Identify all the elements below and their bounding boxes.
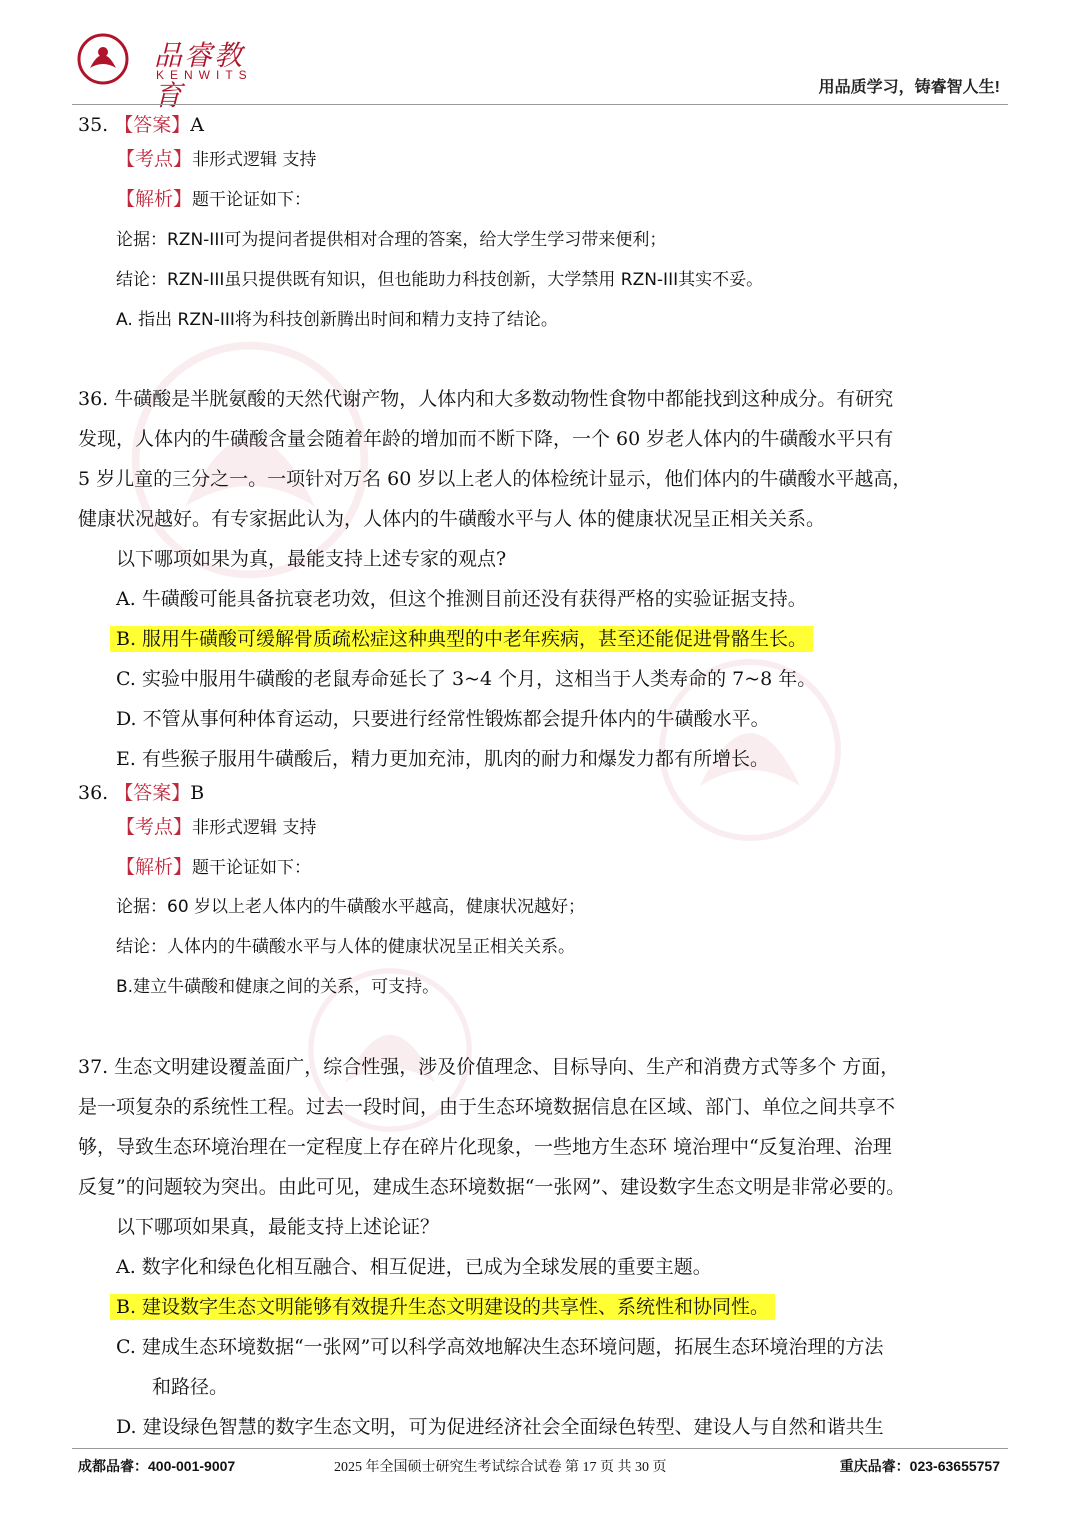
page-header <box>0 0 1080 112</box>
q36-stem-line: 5 岁儿童的三分之一。一项针对万名 60 岁以上老人的体检统计显示，他们体内的牛磺酸水平越高， <box>78 468 912 490</box>
footer-page-info: 2025 年全国硕士研究生考试综合试卷 第 17 页 共 30 页 <box>334 1460 667 1475</box>
analysis-tag: 【解析】 <box>116 856 193 878</box>
logo-chinese-name: 品睿教育 <box>154 39 245 112</box>
answer-tag: 【答案】 <box>114 782 191 804</box>
question-number: 36. <box>78 782 109 804</box>
q36-stem-line: 健康状况越好。有专家据此认为，人体内的牛磺酸水平与人 体的健康状况呈正相关关系。 <box>78 508 826 530</box>
analysis-text: 题干论证如下： <box>192 858 312 878</box>
brand-logo <box>72 28 272 112</box>
point-text: 非形式逻辑 支持 <box>192 818 317 838</box>
question-number: 35. <box>78 114 109 136</box>
q36-option: A. 牛磺酸可能具备抗衰老功效，但这个推测目前还没有获得严格的实验证据支持。 <box>116 588 807 610</box>
q36-option: D. 不管从事何种体育运动，只要进行经常性锻炼都会提升体内的牛磺酸水平。 <box>116 708 770 730</box>
point-tag: 【考点】 <box>116 148 193 170</box>
q37-option-highlighted <box>116 1292 1080 1322</box>
q36-conclusion: 结论：人体内的牛磺酸水平与人体的健康状况呈正相关关系。 <box>116 937 575 957</box>
q36-option: E. 有些猴子服用牛磺酸后，精力更加充沛，肌肉的耐力和爆发力都有所增长。 <box>116 748 769 770</box>
analysis-tag: 【解析】 <box>116 188 193 210</box>
q36-stem-line: 发现，人体内的牛磺酸含量会随着年龄的增加而不断下降，一个 60 岁老人体内的牛磺酸水平只有 <box>78 428 894 450</box>
footer-divider <box>72 1448 1008 1449</box>
answer-value: A <box>190 114 205 136</box>
q36-option-b: B.建立牛磺酸和健康之间的关系，可支持。 <box>116 977 440 997</box>
point-text: 非形式逻辑 支持 <box>192 150 317 170</box>
q37-option: A. 数字化和绿色化相互融合、相互促进，已成为全球发展的重要主题。 <box>116 1256 712 1278</box>
answer-tag: 【答案】 <box>114 114 191 136</box>
q37-question: 以下哪项如果真，最能支持上述论证？ <box>116 1216 440 1238</box>
analysis-text: 题干论证如下： <box>192 190 312 210</box>
q37-stem-line: 够，导致生态环境治理在一定程度上存在碎片化现象，一些地方生态环 境治理中“反复治理、治理 <box>78 1136 892 1158</box>
highlighted-option-text: B. 建设数字生态文明能够有效提升生态文明建设的共享性、系统性和协同性。 <box>110 1294 775 1320</box>
footer-chengdu-phone: 成都品睿：400-001-9007 <box>78 1458 236 1474</box>
q35-conclusion: 结论：RZN-III虽只提供既有知识，但也能助力科技创新，大学禁用 RZN-III其实不妥。 <box>116 270 764 290</box>
q36-option-highlighted <box>116 624 1080 654</box>
q35-point-line <box>116 144 1080 175</box>
q35-option-a: A. 指出 RZN-III将为科技创新腾出时间和精力支持了结论。 <box>116 310 558 330</box>
q37-option-continuation: 和路径。 <box>152 1376 229 1398</box>
q36-point-line <box>116 812 1080 843</box>
footer-chongqing-phone: 重庆品睿：023-63655757 <box>839 1458 1000 1474</box>
q36-stem-line: 36. 牛磺酸是半胱氨酸的天然代谢产物，人体内和大多数动物性食物中都能找到这种成分。有研究 <box>78 388 894 410</box>
q36-analysis-line <box>116 852 1080 883</box>
q37-stem-line: 反复”的问题较为突出。由此可见，建成生态环境数据“一张网”、建设数字生态文明是非常必要的。 <box>78 1176 906 1198</box>
answer-value: B <box>190 782 205 804</box>
q37-stem-line: 37. 生态文明建设覆盖面广，综合性强，涉及价值理念、目标导向、生产和消费方式等多个 方面， <box>78 1056 900 1078</box>
q36-answer-line <box>78 778 1080 808</box>
q36-question: 以下哪项如果为真，最能支持上述专家的观点? <box>116 548 507 570</box>
q35-premise: 论据：RZN-III可为提问者提供相对合理的答案，给大学生学习带来便利； <box>116 230 667 250</box>
slogan: 用品质学习，铸睿智人生! <box>818 79 1000 96</box>
q35-answer-line <box>78 110 1080 140</box>
q35-analysis-line <box>116 184 1080 215</box>
q36-option: C. 实验中服用牛磺酸的老鼠寿命延长了 3~4 个月，这相当于人类寿命的 7~8 年。 <box>116 668 817 690</box>
logo-english-name: KENWITS <box>156 68 253 82</box>
highlighted-option-text: B. 服用牛磺酸可缓解骨质疏松症这种典型的中老年疾病，甚至还能促进骨骼生长。 <box>110 626 813 652</box>
point-tag: 【考点】 <box>116 816 193 838</box>
q36-premise: 论据：60 岁以上老人体内的牛磺酸水平越高，健康状况越好； <box>116 897 586 917</box>
q37-option: D. 建设绿色智慧的数字生态文明，可为促进经济社会全面绿色转型、建设人与自然和谐共生 <box>116 1416 884 1438</box>
q37-option: C. 建成生态环境数据“一张网”可以科学高效地解决生态环境问题，拓展生态环境治理的方法 <box>116 1336 884 1358</box>
logo-emblem-icon <box>76 32 130 86</box>
q37-stem-line: 是一项复杂的系统性工程。过去一段时间，由于生态环境数据信息在区域、部门、单位之间共享不 <box>78 1096 896 1118</box>
header-divider <box>72 104 1008 105</box>
